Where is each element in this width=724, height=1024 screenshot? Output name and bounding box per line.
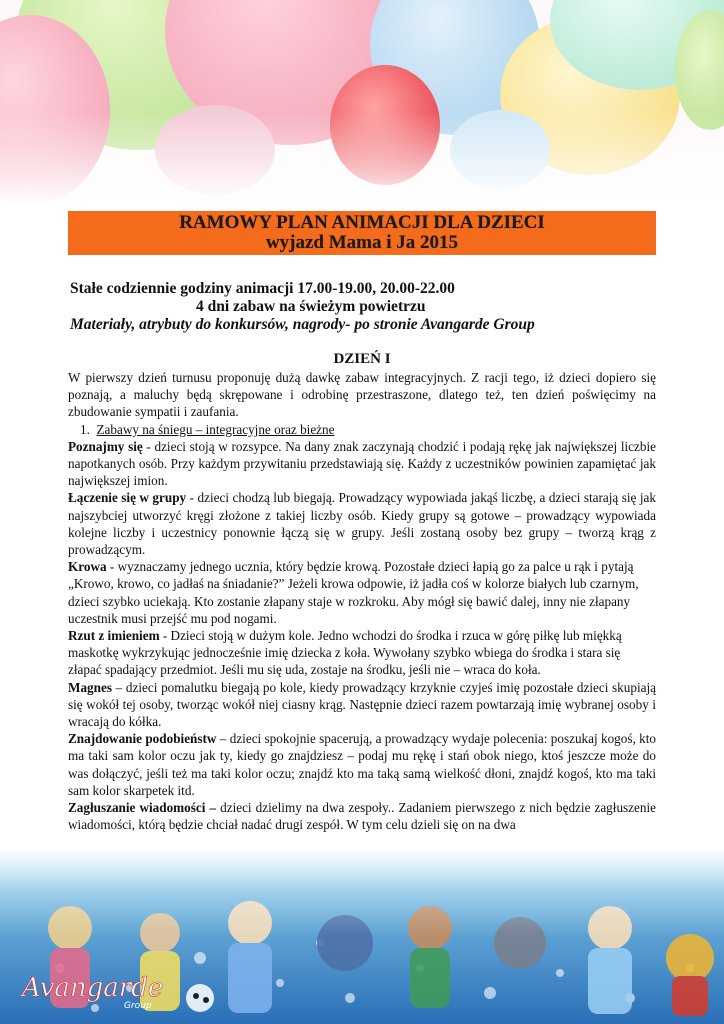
section-number: 1. <box>80 421 90 437</box>
game-description: – dzieci pomalutku biegają po kole, kiedy prowadzący krzyknie czyjeś imię pozostałe dzieci skupiają się wokół tej osoby, tworząc wokół niej ciasny krąg. Następnie dzieci razem powtarzają imię wybranej osoby i wracają do kółka. <box>68 679 656 730</box>
game-paragraph <box>68 799 656 833</box>
game-description: - wyznaczamy jednego ucznia, który będzie krową. Pozostałe dzieci łapią go za palce u rąk i pytają „Krowo, krowo, co jadłaś na śniadanie?” Jeżeli krowa odpowie, iż jadła coś w kolorze białych lub czarnym, dzieci szybko uciekają. Kto zostanie złapany staje w rozkroku. Aby mógł się bawić dalej, inny nie złapany uczestnik musi przejść mu pod nogami. <box>68 559 639 626</box>
game-description: dzieci dzielimy na dwa zespoły.. Zadaniem pierwszego z nich będzie zagłuszenie wiadomości, którą będzie chciał nadać drugi zespół. W tym celu dzieli się on na dwa <box>68 800 656 833</box>
game-description: - dzieci stoją w rozsypce. Na dany znak zaczynają chodzić i podają rękę jak największej liczbie napotkanych osób. Przy każdym przywitaniu przedstawiają się. Każdy z uczestników powinien zapamiętać jak największej imion. <box>68 438 656 489</box>
game-description: – dzieci spokojnie spacerują, a prowadzący wydaje polecenia: poszukaj kogoś, kto ma taki sam kolor oczu jak ty, kiedy go znajdziesz – podaj mu rękę i stań obok niego, ktoś jeszcze może do was dołączyć, jeśli też ma taki kolor oczu; znajdź kto ma taką samą wielkość dłoni, znajdź kogoś, kto ma taki sam kolor skarpetek itd. <box>68 731 656 798</box>
title-line-1: RAMOWY PLAN ANIMACJI DLA DZIECI <box>179 212 545 233</box>
cartoon-characters-footer-image <box>0 848 724 1024</box>
section-item <box>68 421 656 438</box>
avangarde-logo-sub: Group <box>124 1001 152 1011</box>
game-name: Rzut z imieniem <box>68 628 160 644</box>
outdoor-days: 4 dni zabaw na świeżym powietrzu <box>196 298 426 315</box>
day-heading: DZIEŃ I <box>333 351 391 367</box>
section-label: Zabawy na śniegu – integracyjne oraz bieżne <box>96 421 335 437</box>
game-name: Znajdowanie podobieństw <box>68 731 217 747</box>
balloons-header-image <box>0 0 724 205</box>
materials-note: Materiały, atrybuty do konkursów, nagrody- po stronie Avangarde Group <box>70 316 535 333</box>
game-name: Zagłuszanie wiadomości – <box>68 800 217 816</box>
game-name: Poznajmy się <box>68 438 143 454</box>
intro-paragraph: W pierwszy dzień turnusu proponuję dużą dawkę zabaw integracyjnych. Z racji tego, iż dzieci dopiero się poznają, a maluchy będą skrępowane i odrobinę przestraszone, dlatego też, ten dzień poświęcimy na zbudowanie sympatii i zaufania. <box>68 370 656 420</box>
title-line-2: wyjazd Mama i Ja 2015 <box>265 232 459 253</box>
game-paragraph <box>68 489 656 558</box>
schedule-subheader <box>68 280 656 334</box>
game-paragraph <box>68 627 656 679</box>
avangarde-logo: Avangarde <box>22 973 164 1003</box>
game-paragraph <box>68 558 656 627</box>
game-description: - Dzieci stoją w dużym kole. Jedno wchodzi do środka i rzuca w górę piłkę lub miękką maskotkę wykrzykując jednocześnie imię dziecka z koła. Wywołany szybko wbiega do środka i stara się złapać spadający przedmiot. Jeśli mu się uda, zostaje na środku, jeśli nie – wraca do koła. <box>68 628 622 678</box>
game-paragraph <box>68 679 656 731</box>
game-name: Krowa <box>68 559 107 575</box>
document-body <box>68 369 656 833</box>
document-title-banner <box>68 211 656 255</box>
game-name: Łączenie się w grupy <box>68 490 187 506</box>
game-description: - dzieci chodzą lub biegają. Prowadzący wypowiada jakąś liczbę, a dzieci starają się jak najszybciej utworzyć kręgi złożone z takiej liczby osób. Kiedy grupy są gotowe – prowadzący wypowiada kolejne liczby i uczestnicy ponownie łączą się w grupy. Jeśli zostaną osoby bez grupy – tworzą krąg z prowadzącym. <box>68 490 656 558</box>
game-paragraph <box>68 438 656 490</box>
animation-hours: Stałe codziennie godziny animacji 17.00-19.00, 20.00-22.00 <box>70 280 455 297</box>
game-paragraph <box>68 730 656 799</box>
game-name: Magnes <box>68 679 112 695</box>
